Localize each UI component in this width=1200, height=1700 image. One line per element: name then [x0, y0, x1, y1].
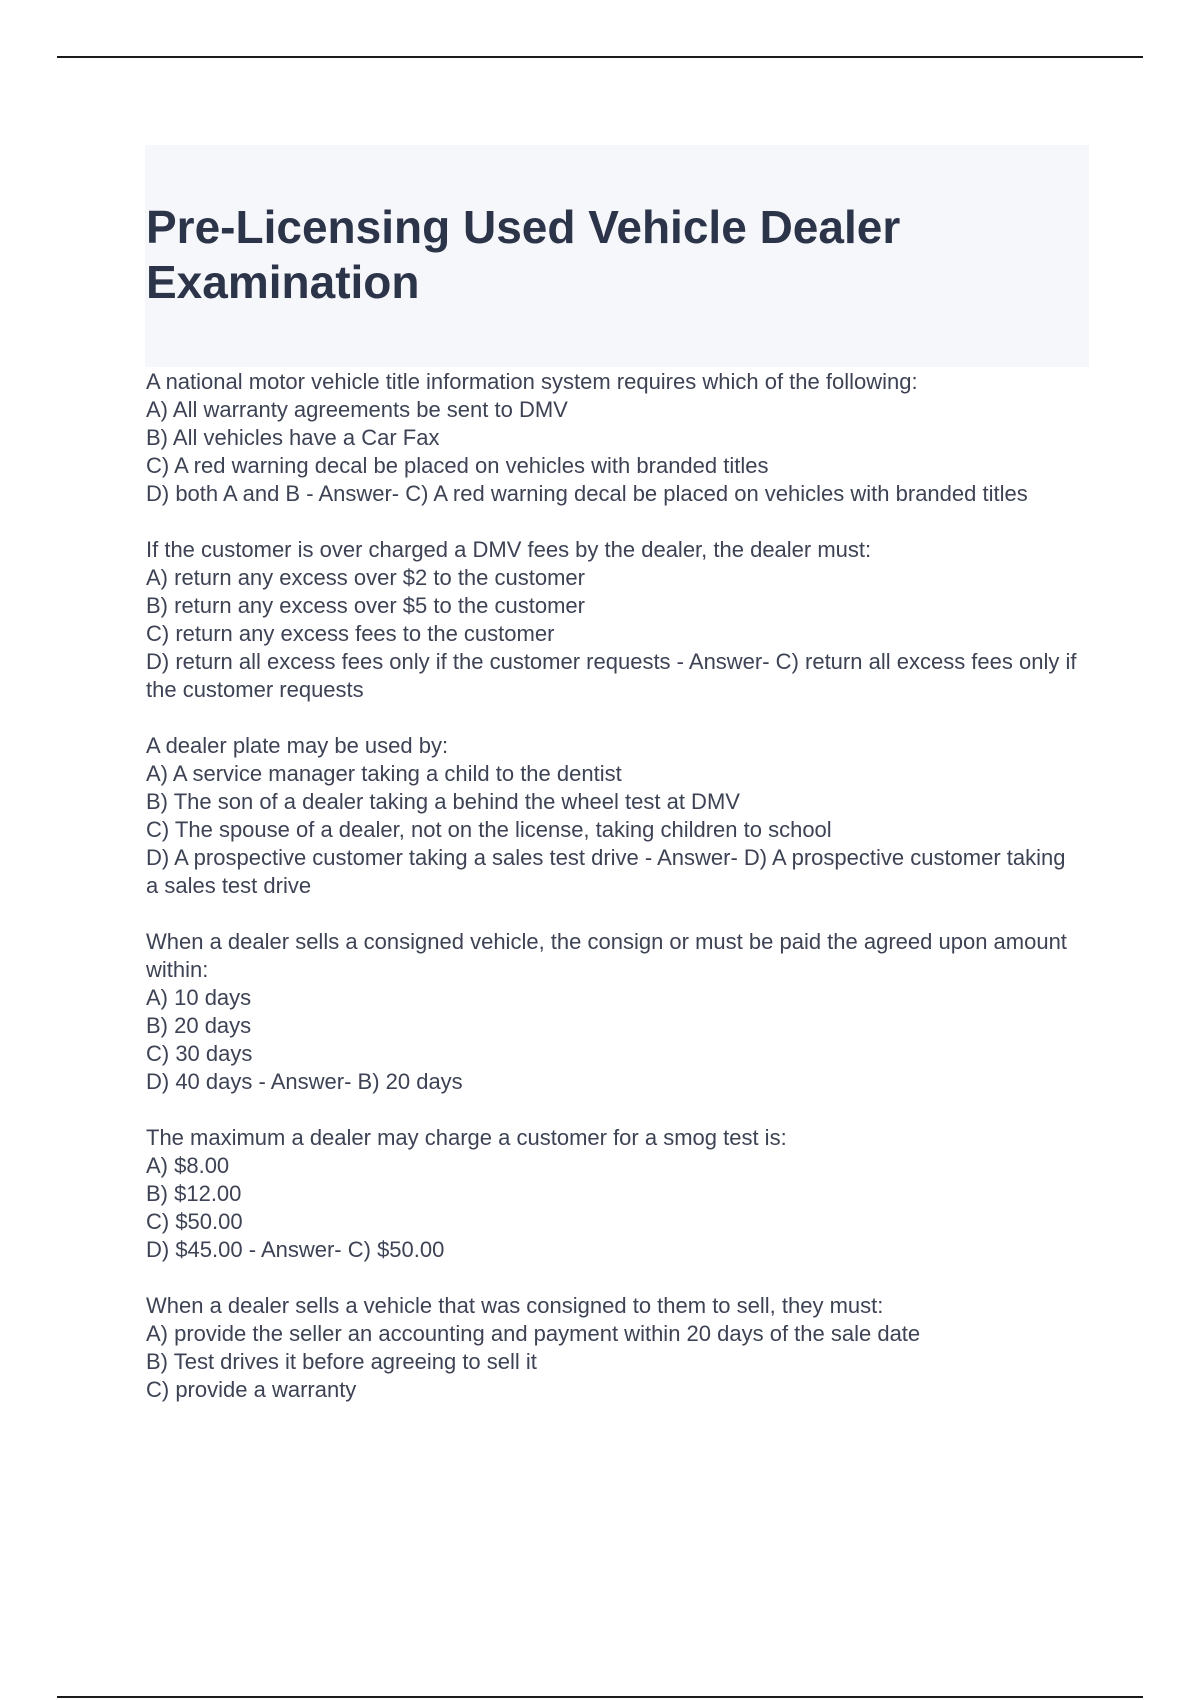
- answer-option: C) return any excess fees to the customer: [146, 621, 555, 646]
- question-prompt: A national motor vehicle title information system requires which of the following:: [146, 369, 918, 394]
- answer-option: A) provide the seller an accounting and payment within 20 days of the sale date: [146, 1321, 921, 1346]
- answer-option: B) 20 days: [146, 1013, 252, 1038]
- answer-option: B) All vehicles have a Car Fax: [146, 425, 440, 450]
- question-4: [146, 928, 1081, 1096]
- answer-option: A) $8.00: [146, 1153, 230, 1178]
- question-prompt: If the customer is over charged a DMV fees by the dealer, the dealer must:: [146, 537, 872, 562]
- answer-option: A) A service manager taking a child to the dentist: [146, 761, 622, 786]
- question-6: [146, 1292, 1081, 1404]
- answer-option: D) both A and B - Answer- C) A red warning decal be placed on vehicles with branded titles: [146, 481, 1028, 506]
- answer-option: A) return any excess over $2 to the customer: [146, 565, 585, 590]
- question-prompt: When a dealer sells a consigned vehicle, the consign or must be paid the agreed upon amount within:: [146, 929, 1067, 982]
- answer-option: D) 40 days - Answer- B) 20 days: [146, 1069, 463, 1094]
- question-prompt: A dealer plate may be used by:: [146, 733, 449, 758]
- question-1: [146, 368, 1081, 508]
- answer-option: D) A prospective customer taking a sales test drive - Answer- D) A prospective customer taking a sales test drive: [146, 845, 1066, 898]
- answer-option: C) provide a warranty: [146, 1377, 357, 1402]
- answer-option: B) The son of a dealer taking a behind the wheel test at DMV: [146, 789, 740, 814]
- question-3: [146, 732, 1081, 900]
- bottom-rule: [57, 1696, 1143, 1698]
- question-list: [146, 368, 1081, 1432]
- question-prompt: When a dealer sells a vehicle that was consigned to them to sell, they must:: [146, 1293, 884, 1318]
- answer-option: A) 10 days: [146, 985, 252, 1010]
- question-2: [146, 536, 1081, 704]
- question-5: [146, 1124, 1081, 1264]
- top-rule: [57, 56, 1143, 58]
- answer-option: B) $12.00: [146, 1181, 242, 1206]
- answer-option: D) return all excess fees only if the customer requests - Answer- C) return all excess fees only if the customer requests: [146, 649, 1077, 702]
- answer-option: B) Test drives it before agreeing to sell it: [146, 1349, 537, 1374]
- answer-option: B) return any excess over $5 to the customer: [146, 593, 585, 618]
- answer-option: C) A red warning decal be placed on vehicles with branded titles: [146, 453, 769, 478]
- answer-option: A) All warranty agreements be sent to DMV: [146, 397, 568, 422]
- answer-option: C) $50.00: [146, 1209, 243, 1234]
- answer-option: D) $45.00 - Answer- C) $50.00: [146, 1237, 445, 1262]
- document-title: Pre-Licensing Used Vehicle Dealer Examination: [146, 201, 901, 308]
- question-prompt: The maximum a dealer may charge a customer for a smog test is:: [146, 1125, 787, 1150]
- answer-option: C) 30 days: [146, 1041, 253, 1066]
- answer-option: C) The spouse of a dealer, not on the license, taking children to school: [146, 817, 832, 842]
